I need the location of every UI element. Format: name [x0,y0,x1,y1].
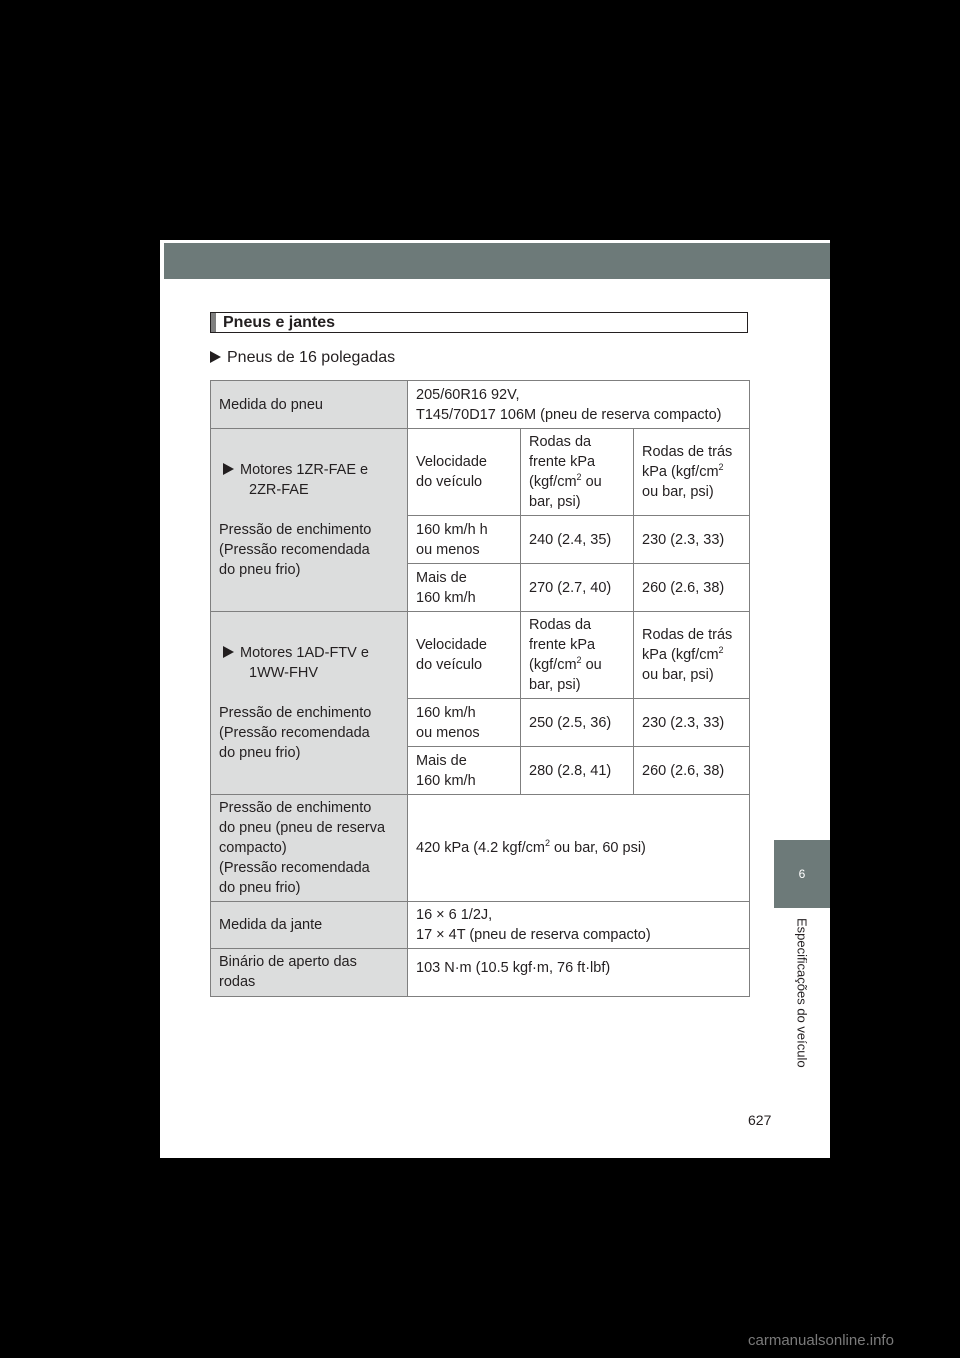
header-line: ($kgf/cm^2$ ou [529,655,602,673]
table-row [211,949,750,997]
row-value [408,381,750,429]
header-line: bar, psi) [529,494,581,510]
label-line: (Pressão recomendada [219,725,370,741]
header-speed [408,429,521,516]
header-line: frente kPa [529,637,596,653]
rear-pressure: 230 (2.3, 33) [634,699,750,747]
row-value: 16 × 6 1/2J, 17 × 4T (pneu de reserva compacto) [408,902,750,949]
manual-page [160,240,830,1158]
header-front [521,429,634,516]
page-header-bar [164,243,830,279]
header-line: do veículo [416,474,483,490]
subheading-text: Pneus de 16 polegadas [227,349,396,366]
engine-label [223,460,399,500]
front-pressure: 250 (2.5, 36) [521,699,634,747]
header-line: kPa ($kgf/cm^2$ [642,645,724,663]
engine-line: Motores 1AD-FTV e [240,645,369,661]
group-label [211,429,408,612]
header-line: bar, psi) [529,677,581,693]
front-pressure: 280 (2.8, 41) [521,747,634,795]
header-line: do veículo [416,657,483,673]
header-line: kPa ($kgf/cm^2$ [642,462,724,480]
header-rear [634,429,750,516]
page-number: 627 [748,1112,772,1128]
header-line: Velocidade [416,454,487,470]
chapter-title: Especificações do veículo [794,918,810,1068]
header-line: Rodas de trás [642,444,733,460]
header-line: ou bar, psi) [642,667,714,683]
speed-cell: 160 km/h h ou menos [408,516,521,564]
engine-line: Motores 1ZR-FAE e [240,462,369,478]
triangle-bullet-icon [210,351,221,363]
group-label [211,612,408,795]
triangle-bullet-icon [223,646,234,658]
row-label: Medida do pneu [211,381,408,429]
front-pressure: 240 (2.4, 35) [521,516,634,564]
watermark: carmanualsonline.info [748,1332,894,1349]
tire-spec-table [210,380,750,997]
engine-line: 1WW-FHV [249,665,319,681]
row-value: 420 kPa (4.2 kgf/$cm^2$ ou bar, 60 psi) [408,795,750,902]
row-label: Binário de aperto das rodas [211,949,408,997]
rear-pressure: 230 (2.3, 33) [634,516,750,564]
header-line: ou bar, psi) [642,484,714,500]
table-row [211,795,750,902]
engine-label [223,643,399,683]
row-value: 103 N·m (10.5 kgf·m, 76 ft·lbf) [408,949,750,997]
section-title: Pneus e jantes [210,312,748,333]
header-rear [634,612,750,699]
table-row [211,429,750,516]
header-speed [408,612,521,699]
rear-pressure: 260 (2.6, 38) [634,747,750,795]
header-line: ($kgf/cm^2$ ou [529,472,602,490]
subheading [210,348,395,368]
row-label: Medida da jante [211,902,408,949]
label-line: (Pressão recomendada [219,542,370,558]
table-row [211,902,750,949]
label-line: do pneu frio) [219,745,301,761]
speed-cell: Mais de 160 km/h [408,564,521,612]
header-front [521,612,634,699]
label-line: do pneu frio) [219,562,301,578]
value-line: T145/70D17 106M (pneu de reserva compacto) [416,406,722,423]
table-row [211,381,750,429]
speed-cell: 160 km/h ou menos [408,699,521,747]
triangle-bullet-icon [223,463,234,475]
engine-line: 2ZR-FAE [249,482,309,498]
label-line: Pressão de enchimento [219,522,372,538]
speed-cell: Mais de 160 km/h [408,747,521,795]
value-line: 205/60R16 92V, [416,386,520,403]
header-line: Rodas da [529,434,592,450]
table-row [211,612,750,699]
label-line: Pressão de enchimento [219,705,372,721]
rear-pressure: 260 (2.6, 38) [634,564,750,612]
chapter-tab: 6 [774,840,830,908]
header-line: Velocidade [416,637,487,653]
header-line: Rodas de trás [642,627,733,643]
front-pressure: 270 (2.7, 40) [521,564,634,612]
row-label: Pressão de enchimento do pneu (pneu de reserva compacto) (Pressão recomendada do pneu frio) [211,795,408,902]
header-line: Rodas da [529,617,592,633]
header-line: frente kPa [529,454,596,470]
